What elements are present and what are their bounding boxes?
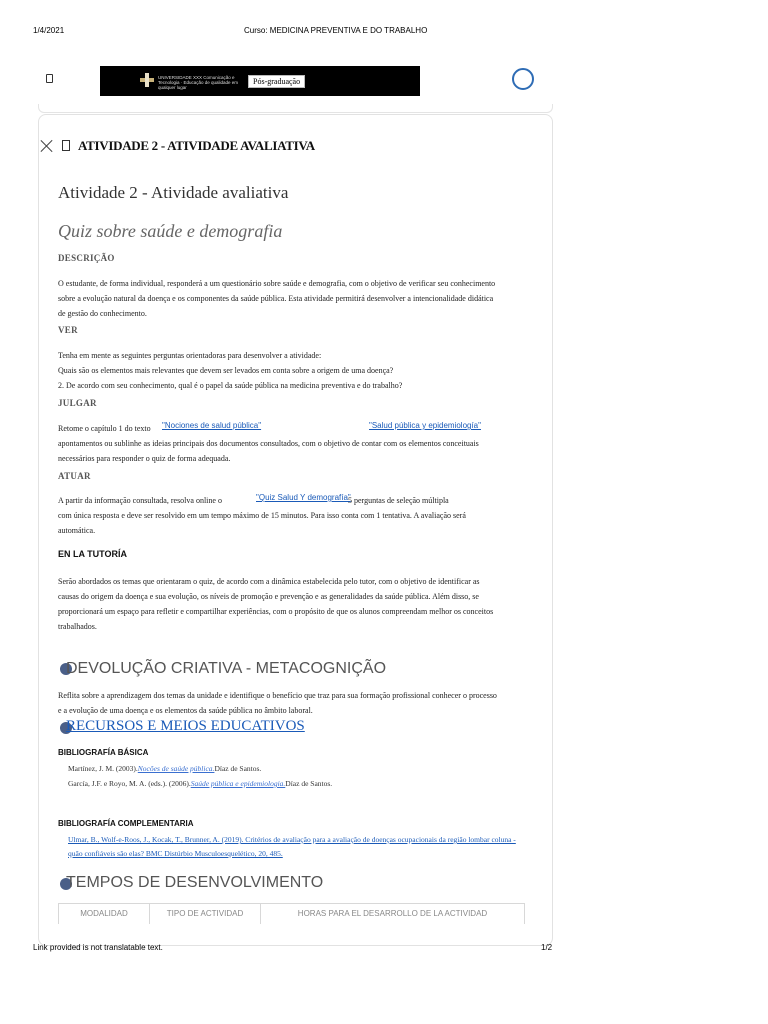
section-julgar-text: apontamentos ou sublinhe as ideias principais dos documentos consultados, com o objetivo de contar com os elementos conceituais necessários para responder o quiz de forma adequada. — [58, 439, 479, 463]
activity-heading: Atividade 2 - Atividade avaliativa — [58, 183, 289, 202]
print-title: Curso: MEDICINA PREVENTIVA E DO TRABALHO — [244, 26, 428, 35]
section-ver-label: VER — [58, 325, 78, 335]
section-julgar-intro: Retome o capítulo 1 do texto — [58, 424, 151, 433]
bibliografia-complementaria-label: BIBLIOGRAFÍA COMPLEMENTARIA — [58, 819, 194, 828]
menu-icon[interactable] — [46, 74, 53, 83]
section-atuar-text: com única resposta e deve ser resolvido em um tempo máximo de 15 minutos. Para isso conta com 1 tentativa. A avaliação será automática. — [58, 511, 466, 535]
link-nociones-salud-publica[interactable]: "Nociones de salud pública" — [162, 421, 262, 430]
table-header-modalidad: MODALIDAD — [59, 904, 150, 924]
devolucao-text: Reflita sobre a aprendizagem dos temas da unidade e identifique o benefício que traz para sua formação profissional conhecer o processo e a evolução de uma doença e os elementos da saúde pública no âmbito laboral. — [58, 691, 497, 715]
avatar-icon[interactable] — [512, 68, 534, 90]
link-quiz-salud-demografia[interactable]: "Quiz Salud Y demografía" — [256, 493, 351, 502]
section-atuar-label: ATUAR — [58, 471, 91, 481]
section-atuar-intro: A partir da informação consultada, resolva online o — [58, 496, 222, 505]
banner-label[interactable]: Pós-graduação — [248, 75, 305, 88]
section-tutoria-text: Serão abordados os temas que orientaram o quiz, de acordo com a dinâmica estabelecida pelo tutor, com o objetivo de identificar as causas do origem da doença e sua evolução, os níveis de promoção e prevenção e as generalidades da saúde pública. Além disso, se proporcionará um espaço para refletir e compartilhar experiências, com o propósito de que os alunos compreendam melhor os conceitos trabalhados. — [58, 577, 494, 631]
section-julgar-label: JULGAR — [58, 398, 97, 408]
print-page-number: 1/2 — [541, 943, 553, 952]
print-footer-note: Link provided is not translatable text. — [33, 943, 163, 952]
devolucao-title: DEVOLUÇÃO CRIATIVA - METACOGNIÇÃO — [66, 660, 387, 677]
quiz-title: Quiz sobre saúde e demografia — [58, 221, 283, 241]
card-title: ATIVIDADE 2 - ATIVIDADE AVALIATIVA — [78, 138, 315, 153]
close-icon[interactable] — [40, 139, 54, 153]
section-ver-line3: 2. De acordo com seu conhecimento, qual é o papel da saúde pública na medicina preventiva e do trabalho? — [58, 381, 403, 390]
recursos-title-link[interactable]: RECURSOS E MEIOS EDUCATIVOS — [66, 718, 305, 734]
section-descricao-text: O estudante, de forma individual, responderá a um questionário sobre saúde e demografia, com o objetivo de verificar seu conhecimento sobre a evolução natural da doença e os componentes da saúde pública. Esta atividade permitirá desenvolver a intencionalidade didática de gestão do conhecimento. — [58, 279, 496, 318]
tempos-table-header — [58, 903, 525, 924]
section-ver-line1: Tenha em mente as seguintes perguntas orientadoras para desenvolver a atividade: — [58, 351, 322, 360]
table-header-tipo: TIPO DE ACTIVIDAD — [150, 904, 261, 924]
bibliografia-basica-item: García, J.F. e Royo, M. A. (eds.). (2006).Saúde pública e epidemiologia.Díaz de Santos. — [68, 779, 333, 788]
document-icon — [62, 140, 70, 151]
bibliografia-basica-label: BIBLIOGRAFÍA BÁSICA — [58, 748, 149, 757]
institution-banner — [100, 66, 420, 96]
link-salud-publica-epidemiologia[interactable]: "Salud pública y epidemiología" — [369, 421, 481, 430]
bibliografia-complementaria-item[interactable]: Ulmar, B., Wolf-e-Roos, J., Kocak, T., Brunner, A. (2019). Critérios de avaliação para a avaliação de doenças ocupacionais da região lombar coluna - quão confiáveis são elas? BMC Distúrbio Musculoesquelético, 20, 485. — [68, 835, 516, 858]
section-tutoria-label: EN LA TUTORÍA — [58, 549, 127, 559]
table-header-horas: HORAS PARA EL DESARROLLO DE LA ACTIVIDAD — [297, 909, 488, 918]
header-divider — [38, 104, 553, 113]
bib-link-nocoes[interactable]: Nocões de saúde pública. — [137, 764, 215, 773]
tempos-title: TEMPOS DE DESENVOLVIMENTO — [66, 874, 324, 891]
bib-link-saude-publica[interactable]: Saúde pública e epidemiologia. — [190, 779, 286, 788]
print-date: 1/4/2021 — [33, 26, 65, 35]
institution-logo-icon — [140, 73, 154, 87]
banner-logo-text: UNIVERSIDADE XXX Comunicação e Tecnologia · Educação de qualidade em qualquer lugar — [158, 75, 239, 90]
section-ver-line2: Quais são os elementos mais relevantes que devem ser levados em conta sobre a origem de uma doença? — [58, 366, 394, 375]
section-atuar-after: 5 perguntas de seleção múltipla — [348, 496, 449, 505]
bibliografia-basica-item: Martínez, J. M. (2003).Nocões de saúde pública.Díaz de Santos. — [68, 764, 262, 773]
section-descricao-label: DESCRIÇÃO — [58, 253, 115, 263]
